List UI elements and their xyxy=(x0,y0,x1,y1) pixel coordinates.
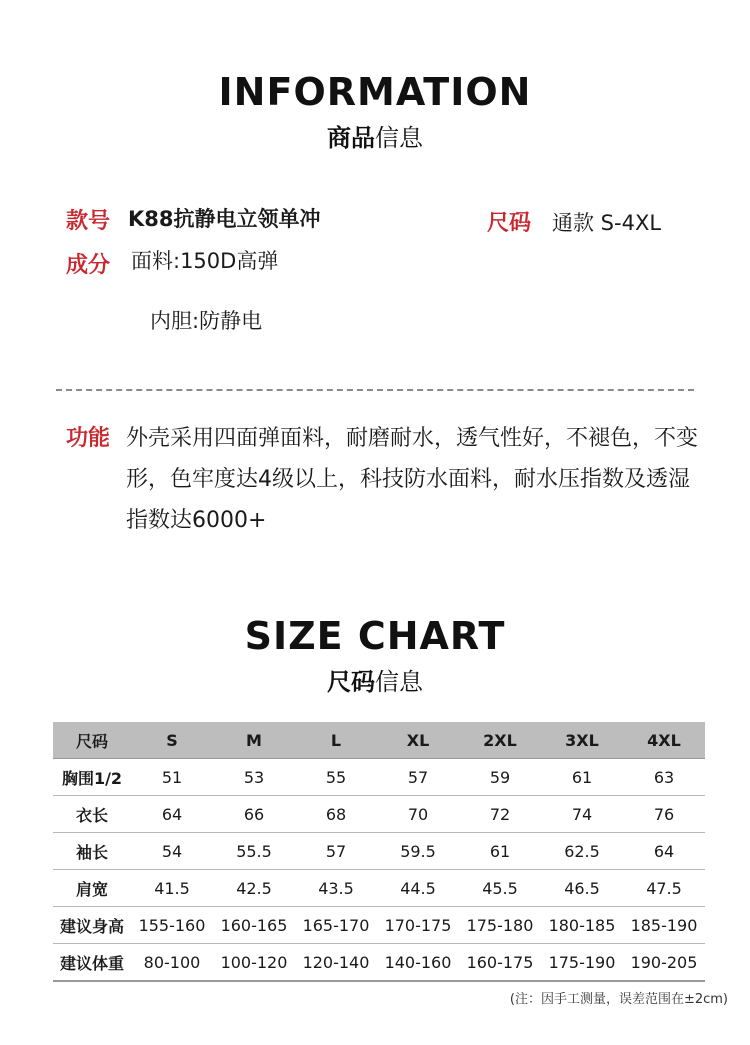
table-cell: 170-175 xyxy=(377,907,459,944)
row-label: 衣长 xyxy=(53,796,131,833)
table-cell: 41.5 xyxy=(131,870,213,907)
model-value: K88抗静电立领单冲 xyxy=(128,207,321,231)
table-cell: 57 xyxy=(295,833,377,870)
table-cell: 66 xyxy=(213,796,295,833)
row-label: 胸围1/2 xyxy=(53,759,131,796)
composition-label: 成分 xyxy=(66,253,111,278)
table-cell: 44.5 xyxy=(377,870,459,907)
row-label: 袖长 xyxy=(53,833,131,870)
table-cell: 64 xyxy=(131,796,213,833)
header-cell: 4XL xyxy=(623,722,705,759)
table-row xyxy=(53,796,705,833)
information-title: INFORMATION xyxy=(218,70,532,114)
table-row xyxy=(53,759,705,796)
table-cell: 61 xyxy=(541,759,623,796)
header-cell: M xyxy=(213,722,295,759)
composition-fabric: 面料:150D高弹 xyxy=(131,249,279,273)
table-cell: 185-190 xyxy=(623,907,705,944)
table-cell: 70 xyxy=(377,796,459,833)
size-label: 尺码 xyxy=(487,211,532,236)
header-cell: 尺码 xyxy=(53,722,131,759)
table-cell: 120-140 xyxy=(295,944,377,982)
size-value: 通款 S-4XL xyxy=(552,211,662,235)
composition-lining: 内胆:防静电 xyxy=(150,309,263,333)
model-label: 款号 xyxy=(66,209,111,234)
table-cell: 62.5 xyxy=(541,833,623,870)
table-cell: 54 xyxy=(131,833,213,870)
table-cell: 59 xyxy=(459,759,541,796)
table-row xyxy=(53,944,705,982)
table-row xyxy=(53,870,705,907)
table-row xyxy=(53,833,705,870)
size-table-header-row xyxy=(53,722,705,759)
table-cell: 42.5 xyxy=(213,870,295,907)
table-cell: 61 xyxy=(459,833,541,870)
table-cell: 68 xyxy=(295,796,377,833)
table-cell: 165-170 xyxy=(295,907,377,944)
table-cell: 190-205 xyxy=(623,944,705,982)
table-cell: 72 xyxy=(459,796,541,833)
header-cell: L xyxy=(295,722,377,759)
size-chart-subtitle-rest: 信息 xyxy=(375,668,423,696)
table-cell: 76 xyxy=(623,796,705,833)
size-table xyxy=(53,722,705,982)
table-cell: 180-185 xyxy=(541,907,623,944)
table-cell: 57 xyxy=(377,759,459,796)
table-cell: 47.5 xyxy=(623,870,705,907)
table-cell: 55 xyxy=(295,759,377,796)
table-cell: 80-100 xyxy=(131,944,213,982)
row-label: 肩宽 xyxy=(53,870,131,907)
information-subtitle xyxy=(0,118,750,153)
table-cell: 59.5 xyxy=(377,833,459,870)
function-label: 功能 xyxy=(66,426,111,451)
header-cell: 3XL xyxy=(541,722,623,759)
row-label: 建议身高 xyxy=(53,907,131,944)
measurement-note: (注：因手工测量，误差范围在±2cm) xyxy=(509,992,728,1007)
size-chart-subtitle-bold: 尺码 xyxy=(327,668,375,696)
header-cell: 2XL xyxy=(459,722,541,759)
information-subtitle-rest: 信息 xyxy=(375,124,423,152)
table-cell: 175-190 xyxy=(541,944,623,982)
header-cell: S xyxy=(131,722,213,759)
section-divider xyxy=(56,389,694,391)
table-cell: 43.5 xyxy=(295,870,377,907)
table-cell: 53 xyxy=(213,759,295,796)
table-cell: 175-180 xyxy=(459,907,541,944)
table-cell: 155-160 xyxy=(131,907,213,944)
table-cell: 100-120 xyxy=(213,944,295,982)
table-cell: 64 xyxy=(623,833,705,870)
table-cell: 51 xyxy=(131,759,213,796)
table-row xyxy=(53,907,705,944)
row-label: 建议体重 xyxy=(53,944,131,982)
table-cell: 63 xyxy=(623,759,705,796)
table-cell: 46.5 xyxy=(541,870,623,907)
table-cell: 55.5 xyxy=(213,833,295,870)
function-text: 外壳采用四面弹面料，耐磨耐水，透气性好，不褪色，不变形，色牢度达4级以上，科技防水面料，耐水压指数及透湿指数达6000+ xyxy=(126,426,699,533)
size-chart-title: SIZE CHART xyxy=(244,614,506,658)
information-subtitle-bold: 商品 xyxy=(327,124,375,152)
size-chart-subtitle xyxy=(0,662,750,697)
table-cell: 74 xyxy=(541,796,623,833)
table-cell: 160-175 xyxy=(459,944,541,982)
table-cell: 160-165 xyxy=(213,907,295,944)
table-cell: 45.5 xyxy=(459,870,541,907)
table-cell: 140-160 xyxy=(377,944,459,982)
header-cell: XL xyxy=(377,722,459,759)
